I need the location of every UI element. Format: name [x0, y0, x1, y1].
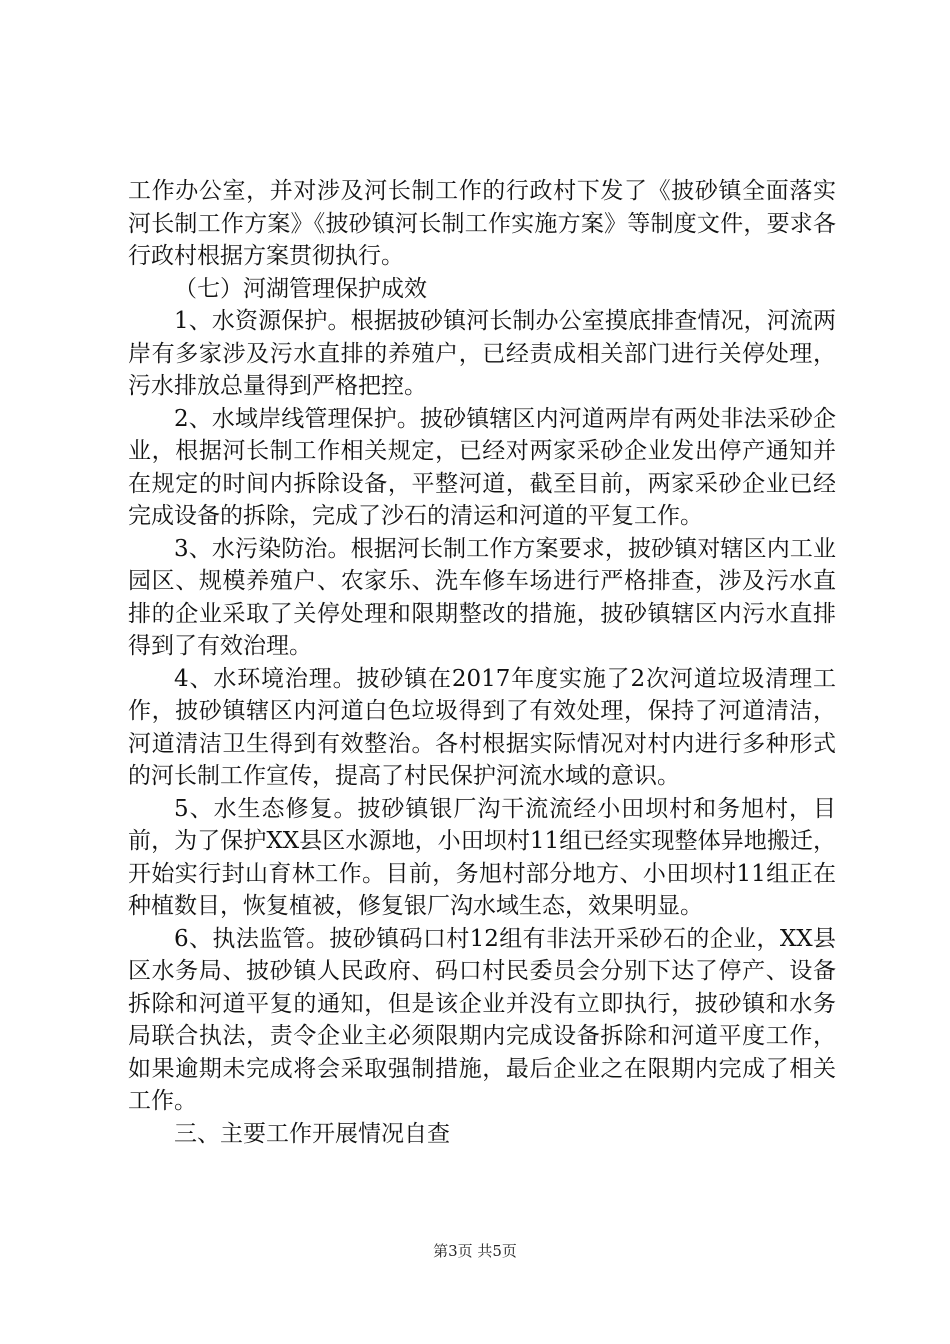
page-number-footer: 第3页 共5页: [433, 1242, 517, 1260]
paragraph-water-resource-protection: 1、水资源保护。根据披砂镇河长制办公室摸底排查情况，河流两岸有多家涉及污水直排的养殖户，已经责成相关部门进行关停处理，污水排放总量得到严格把控。: [128, 308, 836, 399]
paragraph-shoreline-management: 2、水域岸线管理保护。披砂镇辖区内河道两岸有两处非法采砂企业，根据河长制工作相关规定，已经对两家采砂企业发出停产通知并在规定的时间内拆除设备，平整河道，截至目前，两家采砂企业已经完成设备的拆除，完成了沙石的清运和河道的平复工作。: [128, 405, 836, 529]
section-heading-river-lake-management: （七）河湖管理保护成效: [174, 275, 427, 302]
paragraph-continuation: 工作办公室，并对涉及河长制工作的行政村下发了《披砂镇全面落实河长制工作方案》《披砂镇河长制工作实施方案》等制度文件，要求各行政村根据方案贯彻执行。: [128, 178, 836, 269]
document-body: [128, 175, 836, 1150]
paragraph-water-ecology-restoration: 5、水生态修复。披砂镇银厂沟干流流经小田坝村和务旭村，目前，为了保护XX县区水源地，小田坝村11组已经实现整体异地搬迁，开始实行封山育林工作。目前，务旭村部分地方、小田坝村11组正在种植数目，恢复植被，修复银厂沟水域生态，效果明显。: [128, 795, 836, 919]
paragraph-law-enforcement: 6、执法监管。披砂镇码口村12组有非法开采砂石的企业，XX县区水务局、披砂镇人民政府、码口村民委员会分别下达了停产、设备拆除和河道平复的通知，但是该企业并没有立即执行，披砂镇和水务局联合执法，责令企业主必须限期内完成设备拆除和河道平度工作，如果逾期未完成将会采取强制措施，最后企业之在限期内完成了相关工作。: [128, 925, 836, 1114]
paragraph-water-environment-governance: 4、水环境治理。披砂镇在2017年度实施了2次河道垃圾清理工作，披砂镇辖区内河道白色垃圾得到了有效处理，保持了河道清洁，河道清洁卫生得到有效整治。各村根据实际情况对村内进行多种形式的河长制工作宣传，提高了村民保护河流水域的意识。: [128, 665, 836, 789]
paragraph-water-pollution-control: 3、水污染防治。根据河长制工作方案要求，披砂镇对辖区内工业园区、规模养殖户、农家乐、洗车修车场进行严格排查，涉及污水直排的企业采取了关停处理和限期整改的措施，披砂镇辖区内污水直排得到了有效治理。: [128, 535, 836, 659]
section-heading-self-inspection: 三、主要工作开展情况自查: [174, 1120, 450, 1147]
